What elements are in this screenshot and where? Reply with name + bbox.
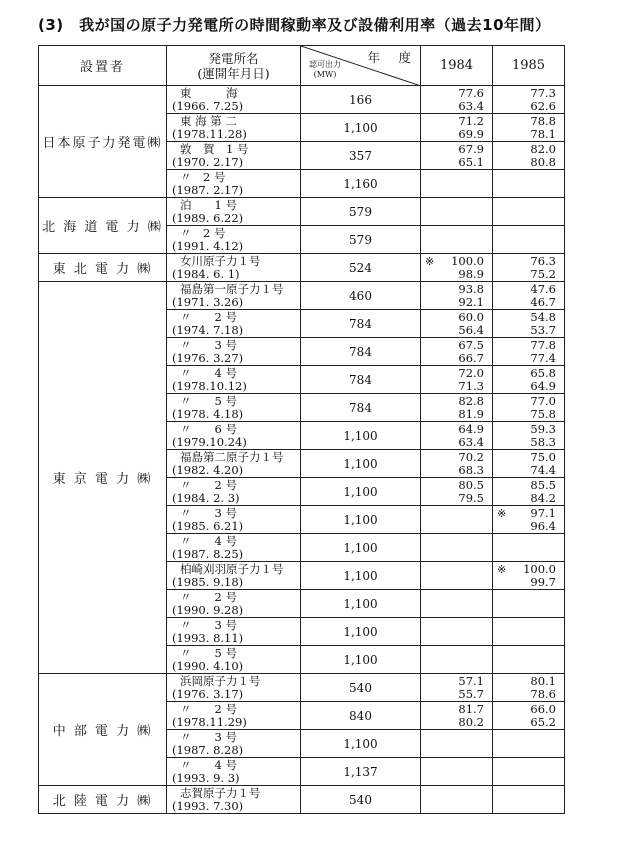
plant-name: 〃 3 号 xyxy=(180,617,237,632)
plant-name: 〃 2 号 xyxy=(180,589,237,604)
plant-capacity: 579 xyxy=(301,198,421,226)
time-availability-rate: 77.0 xyxy=(530,393,556,408)
time-availability-rate: 76.3 xyxy=(530,253,556,268)
capacity-factor: 56.4 xyxy=(458,322,484,337)
document-title: (3) 我が国の原子力発電所の時間稼動率及び設備利用率（過去10年間） xyxy=(38,16,551,34)
plant-start-date: (1978. 4.18) xyxy=(172,406,244,421)
plant-name: 〃 4 号 xyxy=(180,365,237,380)
plant-capacity: 1,100 xyxy=(301,114,421,142)
plant-cell xyxy=(167,170,301,198)
capacity-factor: 80.8 xyxy=(530,154,556,169)
time-availability-rate: 59.3 xyxy=(530,421,556,436)
plant-capacity: 784 xyxy=(301,338,421,366)
capacity-factor: 75.8 xyxy=(530,406,556,421)
plant-start-date: (1989. 6.22) xyxy=(172,210,244,225)
plant-cell xyxy=(167,114,301,142)
time-availability-rate: 100.0 xyxy=(523,561,556,576)
plant-start-date: (1987. 8.28) xyxy=(172,742,244,757)
rate-cell-1984 xyxy=(421,142,493,170)
time-availability-rate: 80.5 xyxy=(458,477,484,492)
rate-cell-1985 xyxy=(493,506,565,534)
plant-name: 〃 2 号 xyxy=(180,477,237,492)
plant-name: 福島第二原子力１号 xyxy=(180,449,284,464)
plant-capacity: 840 xyxy=(301,702,421,730)
rate-cell-1984 xyxy=(421,422,493,450)
operator-name: 北 陸 電 力 ㈱ xyxy=(39,786,167,814)
capacity-factor: 71.3 xyxy=(458,378,484,393)
rate-cell-1984 xyxy=(421,702,493,730)
time-availability-rate: 82.8 xyxy=(458,393,484,408)
plant-name: 福島第一原子力１号 xyxy=(180,281,284,296)
plant-capacity: 1,100 xyxy=(301,450,421,478)
plant-cell xyxy=(167,786,301,814)
rate-cell-1985 xyxy=(493,422,565,450)
time-availability-rate: 80.1 xyxy=(530,673,556,688)
rate-cell-1984 xyxy=(421,786,493,814)
capacity-factor: 81.9 xyxy=(458,406,484,421)
plant-start-date: (1978.11.28) xyxy=(172,126,247,141)
rate-cell-1984 xyxy=(421,254,493,282)
time-availability-rate: 65.8 xyxy=(530,365,556,380)
time-availability-rate: 82.0 xyxy=(530,141,556,156)
plant-cell xyxy=(167,450,301,478)
plant-name: 〃 4 号 xyxy=(180,757,237,772)
header-capacity-line2: (MW) xyxy=(313,70,337,79)
plant-start-date: (1993. 7.30) xyxy=(172,798,244,813)
plant-capacity: 1,100 xyxy=(301,646,421,674)
plant-name: 〃 3 号 xyxy=(180,337,237,352)
time-availability-rate: 75.0 xyxy=(530,449,556,464)
plant-name: 女川原子力１号 xyxy=(180,253,261,268)
time-availability-rate: 67.5 xyxy=(458,337,484,352)
plant-name: 〃 2 号 xyxy=(180,309,237,324)
time-availability-rate: 72.0 xyxy=(458,365,484,380)
rate-cell-1985 xyxy=(493,310,565,338)
rate-cell-1984 xyxy=(421,590,493,618)
rate-cell-1984 xyxy=(421,310,493,338)
rate-cell-1985 xyxy=(493,450,565,478)
note-mark: ※ xyxy=(425,255,435,268)
plant-name: 〃 3 号 xyxy=(180,505,237,520)
rate-cell-1985 xyxy=(493,394,565,422)
capacity-factor: 99.7 xyxy=(530,574,556,589)
capacity-factor: 65.1 xyxy=(458,154,484,169)
rate-cell-1985 xyxy=(493,646,565,674)
capacity-factor: 62.6 xyxy=(530,98,556,113)
header-capacity xyxy=(301,46,421,86)
capacity-factor: 79.5 xyxy=(458,490,484,505)
header-year-label: 年 度 xyxy=(367,50,414,65)
table-row xyxy=(39,674,565,702)
rate-cell-1984 xyxy=(421,674,493,702)
rate-cell-1984 xyxy=(421,226,493,254)
capacity-factor: 80.2 xyxy=(458,714,484,729)
plant-cell xyxy=(167,506,301,534)
rate-cell-1984 xyxy=(421,198,493,226)
rate-cell-1985 xyxy=(493,338,565,366)
plant-cell xyxy=(167,478,301,506)
capacity-factor: 92.1 xyxy=(458,294,484,309)
rate-cell-1985 xyxy=(493,562,565,590)
plant-start-date: (1971. 3.26) xyxy=(172,294,244,309)
capacity-factor: 65.2 xyxy=(530,714,556,729)
rate-cell-1985 xyxy=(493,282,565,310)
plant-name: 泊 1 号 xyxy=(180,197,237,212)
rate-cell-1984 xyxy=(421,534,493,562)
plant-start-date: (1991. 4.12) xyxy=(172,238,244,253)
plant-capacity: 784 xyxy=(301,394,421,422)
plant-cell xyxy=(167,142,301,170)
plant-start-date: (1970. 2.17) xyxy=(172,154,244,169)
time-availability-rate: 77.8 xyxy=(530,337,556,352)
plant-start-date: (1984. 2. 3) xyxy=(172,490,240,505)
rate-cell-1985 xyxy=(493,366,565,394)
rate-cell-1985 xyxy=(493,86,565,114)
rate-cell-1985 xyxy=(493,590,565,618)
plant-start-date: (1987. 8.25) xyxy=(172,546,244,561)
plant-name: 柏崎刈羽原子力１号 xyxy=(180,561,284,576)
time-availability-rate: 67.9 xyxy=(458,141,484,156)
plant-name: 〃 4 号 xyxy=(180,533,237,548)
plant-name: 〃 2 号 xyxy=(180,225,226,240)
rate-cell-1984 xyxy=(421,394,493,422)
plant-capacity: 1,100 xyxy=(301,562,421,590)
plant-name: 東 海 xyxy=(180,85,238,100)
time-availability-rate: 66.0 xyxy=(530,701,556,716)
table-row xyxy=(39,786,565,814)
operator-name: 北 海 道 電 力 ㈱ xyxy=(39,198,167,254)
plant-start-date: (1979.10.24) xyxy=(172,434,247,449)
operator-name: 東 北 電 力 ㈱ xyxy=(39,254,167,282)
rate-cell-1985 xyxy=(493,198,565,226)
capacity-factor: 69.9 xyxy=(458,126,484,141)
table-row xyxy=(39,198,565,226)
plant-name: 敦 賀 1 号 xyxy=(180,141,249,156)
plant-name: 志賀原子力１号 xyxy=(180,785,261,800)
plant-cell xyxy=(167,198,301,226)
plant-cell xyxy=(167,674,301,702)
header-capacity-label xyxy=(309,60,341,80)
plant-name: 〃 5 号 xyxy=(180,393,237,408)
rate-cell-1984 xyxy=(421,338,493,366)
plant-cell xyxy=(167,618,301,646)
rate-cell-1985 xyxy=(493,142,565,170)
plant-start-date: (1985. 9.18) xyxy=(172,574,244,589)
plant-start-date: (1990. 9.28) xyxy=(172,602,244,617)
plant-start-date: (1978.11.29) xyxy=(172,714,247,729)
plant-name: 〃 5 号 xyxy=(180,645,237,660)
plant-start-date: (1982. 4.20) xyxy=(172,462,244,477)
plant-cell xyxy=(167,702,301,730)
capacity-factor: 63.4 xyxy=(458,434,484,449)
capacity-factor: 46.7 xyxy=(530,294,556,309)
note-mark: ※ xyxy=(497,563,507,576)
rate-cell-1984 xyxy=(421,730,493,758)
plant-capacity: 1,100 xyxy=(301,506,421,534)
header-operator: 設置者 xyxy=(39,46,167,86)
time-availability-rate: 60.0 xyxy=(458,309,484,324)
plant-cell xyxy=(167,562,301,590)
plant-start-date: (1990. 4.10) xyxy=(172,658,244,673)
rate-cell-1984 xyxy=(421,86,493,114)
table-row xyxy=(39,86,565,114)
plant-name: 〃 3 号 xyxy=(180,729,237,744)
capacity-factor: 58.3 xyxy=(530,434,556,449)
rate-cell-1985 xyxy=(493,534,565,562)
plant-start-date: (1976. 3.17) xyxy=(172,686,244,701)
capacity-factor: 64.9 xyxy=(530,378,556,393)
time-availability-rate: 54.8 xyxy=(530,309,556,324)
note-mark: ※ xyxy=(497,507,507,520)
table-body xyxy=(39,86,565,814)
plant-start-date: (1984. 6. 1) xyxy=(172,266,240,281)
plant-capacity: 524 xyxy=(301,254,421,282)
plant-start-date: (1974. 7.18) xyxy=(172,322,244,337)
time-availability-rate: 93.8 xyxy=(458,281,484,296)
rate-cell-1985 xyxy=(493,758,565,786)
plant-cell xyxy=(167,534,301,562)
header-plant-date: (運開年月日) xyxy=(197,65,270,81)
header-year-1984: 1984 xyxy=(421,46,493,86)
rate-cell-1985 xyxy=(493,618,565,646)
plant-cell xyxy=(167,366,301,394)
table-row xyxy=(39,282,565,310)
rate-cell-1984 xyxy=(421,758,493,786)
time-availability-rate: 81.7 xyxy=(458,701,484,716)
time-availability-rate: 64.9 xyxy=(458,421,484,436)
plant-cell xyxy=(167,226,301,254)
header-year-1985: 1985 xyxy=(493,46,565,86)
plant-start-date: (1966. 7.25) xyxy=(172,98,244,113)
rate-cell-1985 xyxy=(493,226,565,254)
time-availability-rate: 85.5 xyxy=(530,477,556,492)
plant-capacity: 540 xyxy=(301,674,421,702)
header-plant xyxy=(167,46,301,86)
plant-cell xyxy=(167,282,301,310)
plant-cell xyxy=(167,422,301,450)
operator-name: 東 京 電 力 ㈱ xyxy=(39,282,167,674)
capacity-factor: 74.4 xyxy=(530,462,556,477)
plant-start-date: (1993. 9. 3) xyxy=(172,770,240,785)
plant-name: 〃 2 号 xyxy=(180,169,226,184)
plant-start-date: (1987. 2.17) xyxy=(172,182,244,197)
capacity-factor: 53.7 xyxy=(530,322,556,337)
time-availability-rate: 57.1 xyxy=(458,673,484,688)
plant-name: 〃 2 号 xyxy=(180,701,237,716)
capacity-factor-table xyxy=(38,45,565,814)
rate-cell-1984 xyxy=(421,646,493,674)
plant-cell xyxy=(167,590,301,618)
rate-cell-1985 xyxy=(493,478,565,506)
header-plant-name: 発電所名 xyxy=(208,50,259,66)
rate-cell-1984 xyxy=(421,170,493,198)
capacity-factor: 75.2 xyxy=(530,266,556,281)
plant-capacity: 1,160 xyxy=(301,170,421,198)
operator-name: 日本原子力発電㈱ xyxy=(39,86,167,198)
plant-cell xyxy=(167,394,301,422)
plant-start-date: (1978.10.12) xyxy=(172,378,247,393)
plant-capacity: 1,137 xyxy=(301,758,421,786)
capacity-factor: 77.4 xyxy=(530,350,556,365)
plant-cell xyxy=(167,310,301,338)
time-availability-rate: 77.6 xyxy=(458,85,484,100)
capacity-factor: 84.2 xyxy=(530,490,556,505)
plant-cell xyxy=(167,646,301,674)
plant-cell xyxy=(167,338,301,366)
capacity-factor: 78.6 xyxy=(530,686,556,701)
capacity-factor: 55.7 xyxy=(458,686,484,701)
plant-cell xyxy=(167,758,301,786)
plant-capacity: 579 xyxy=(301,226,421,254)
rate-cell-1984 xyxy=(421,478,493,506)
plant-capacity: 1,100 xyxy=(301,534,421,562)
time-availability-rate: 100.0 xyxy=(451,253,484,268)
plant-start-date: (1976. 3.27) xyxy=(172,350,244,365)
plant-capacity: 1,100 xyxy=(301,590,421,618)
plant-name: 東 海 第 二 xyxy=(180,113,237,128)
plant-capacity: 784 xyxy=(301,366,421,394)
plant-cell xyxy=(167,730,301,758)
plant-name: 〃 6 号 xyxy=(180,421,237,436)
plant-cell xyxy=(167,254,301,282)
plant-capacity: 1,100 xyxy=(301,730,421,758)
plant-capacity: 460 xyxy=(301,282,421,310)
time-availability-rate: 71.2 xyxy=(458,113,484,128)
time-availability-rate: 70.2 xyxy=(458,449,484,464)
rate-cell-1985 xyxy=(493,254,565,282)
capacity-factor: 96.4 xyxy=(530,518,556,533)
plant-start-date: (1993. 8.11) xyxy=(172,630,244,645)
capacity-factor: 63.4 xyxy=(458,98,484,113)
time-availability-rate: 78.8 xyxy=(530,113,556,128)
rate-cell-1985 xyxy=(493,702,565,730)
rate-cell-1985 xyxy=(493,674,565,702)
capacity-factor: 66.7 xyxy=(458,350,484,365)
header-capacity-line1: 認可出力 xyxy=(309,60,341,69)
capacity-factor: 98.9 xyxy=(458,266,484,281)
plant-capacity: 166 xyxy=(301,86,421,114)
rate-cell-1984 xyxy=(421,618,493,646)
rate-cell-1984 xyxy=(421,450,493,478)
plant-cell xyxy=(167,86,301,114)
capacity-factor: 78.1 xyxy=(530,126,556,141)
plant-capacity: 784 xyxy=(301,310,421,338)
time-availability-rate: 77.3 xyxy=(530,85,556,100)
capacity-factor: 68.3 xyxy=(458,462,484,477)
table-header-row xyxy=(39,46,565,86)
plant-capacity: 540 xyxy=(301,786,421,814)
time-availability-rate: 47.6 xyxy=(530,281,556,296)
rate-cell-1985 xyxy=(493,170,565,198)
rate-cell-1985 xyxy=(493,730,565,758)
rate-cell-1984 xyxy=(421,366,493,394)
operator-name: 中 部 電 力 ㈱ xyxy=(39,674,167,786)
plant-capacity: 1,100 xyxy=(301,422,421,450)
plant-name: 浜岡原子力１号 xyxy=(180,673,261,688)
rate-cell-1984 xyxy=(421,506,493,534)
rate-cell-1985 xyxy=(493,114,565,142)
table-row xyxy=(39,254,565,282)
capacity-factor-table-wrapper xyxy=(38,45,565,814)
plant-capacity: 1,100 xyxy=(301,618,421,646)
plant-capacity: 357 xyxy=(301,142,421,170)
rate-cell-1985 xyxy=(493,786,565,814)
rate-cell-1984 xyxy=(421,114,493,142)
plant-capacity: 1,100 xyxy=(301,478,421,506)
rate-cell-1984 xyxy=(421,562,493,590)
rate-cell-1984 xyxy=(421,282,493,310)
plant-start-date: (1985. 6.21) xyxy=(172,518,244,533)
time-availability-rate: 97.1 xyxy=(530,505,556,520)
